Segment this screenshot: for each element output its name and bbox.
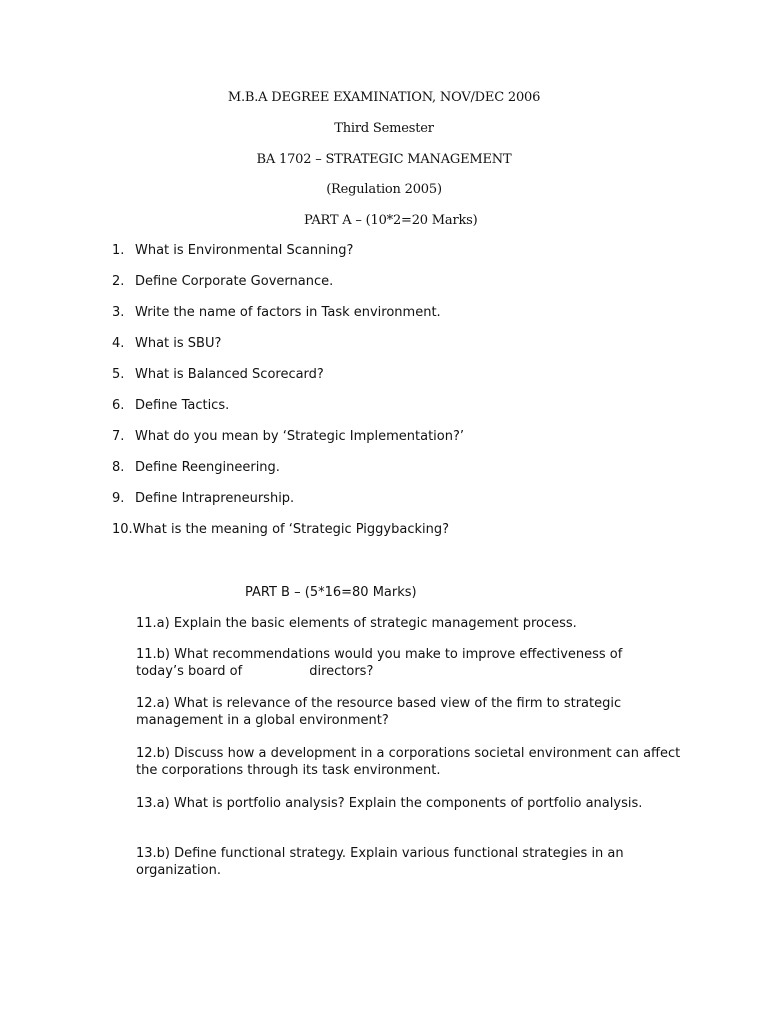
part-b-question: 13.b) Define functional strategy. Explain various functional strategies in an organization.	[136, 846, 624, 878]
question-number: 5.	[112, 367, 125, 382]
part-a-question	[112, 460, 280, 475]
question-text: Define Intrapreneurship.	[135, 491, 295, 506]
question-text: What do you mean by ‘Strategic Implementation?’	[135, 429, 465, 444]
part-a-question	[112, 336, 221, 351]
question-text: Write the name of factors in Task environment.	[135, 305, 441, 320]
question-number: 4.	[112, 336, 125, 351]
question-number: 10.	[112, 522, 133, 537]
semester-label: Third Semester	[334, 121, 434, 136]
question-line: 11.b) What recommendations would you make to improve effectiveness of	[136, 647, 623, 662]
part-a-question	[112, 522, 449, 537]
part-b-question: 13.a) What is portfolio analysis? Explain the components of portfolio analysis.	[136, 796, 643, 811]
question-text: Define Reengineering.	[135, 460, 280, 475]
part-a-question	[112, 398, 229, 413]
question-number: 9.	[112, 491, 125, 506]
course-title: BA 1702 – STRATEGIC MANAGEMENT	[256, 152, 512, 167]
question-text: Define Corporate Governance.	[135, 274, 334, 289]
question-number: 7.	[112, 429, 125, 444]
question-number: 2.	[112, 274, 125, 289]
question-text: What is the meaning of ‘Strategic Piggybacking?	[132, 522, 450, 537]
question-text: What is SBU?	[135, 336, 222, 351]
part-a-question	[112, 367, 324, 382]
question-number: 8.	[112, 460, 125, 475]
question-text: What is Environmental Scanning?	[135, 243, 354, 258]
part-a-question	[112, 274, 333, 289]
part-a-question	[112, 305, 441, 320]
part-b-title: PART B – (5*16=80 Marks)	[245, 585, 417, 600]
regulation-label: (Regulation 2005)	[326, 182, 442, 197]
exam-title: M.B.A DEGREE EXAMINATION, NOV/DEC 2006	[227, 90, 541, 105]
question-number: 6.	[112, 398, 125, 413]
part-a-question	[112, 491, 294, 506]
question-fragment: directors?	[309, 664, 374, 679]
question-number: 3.	[112, 305, 125, 320]
part-a-question	[112, 243, 353, 258]
question-fragment: today’s board of	[136, 664, 243, 679]
part-b-question	[136, 646, 681, 680]
question-text: What is Balanced Scorecard?	[135, 367, 324, 382]
part-a-title: PART A – (10*2=20 Marks)	[304, 213, 478, 228]
question-line	[136, 663, 681, 680]
question-text: Define Tactics.	[135, 398, 230, 413]
part-b-question: 12.b) Discuss how a development in a corporations societal environment can affect the corporations through its task environment.	[136, 746, 681, 778]
question-number: 1.	[112, 243, 125, 258]
part-a-question	[112, 429, 464, 444]
part-b-question: 12.a) What is relevance of the resource based view of the firm to strategic management in a global environment?	[136, 696, 622, 728]
part-b-question: 11.a) Explain the basic elements of strategic management process.	[136, 616, 577, 631]
